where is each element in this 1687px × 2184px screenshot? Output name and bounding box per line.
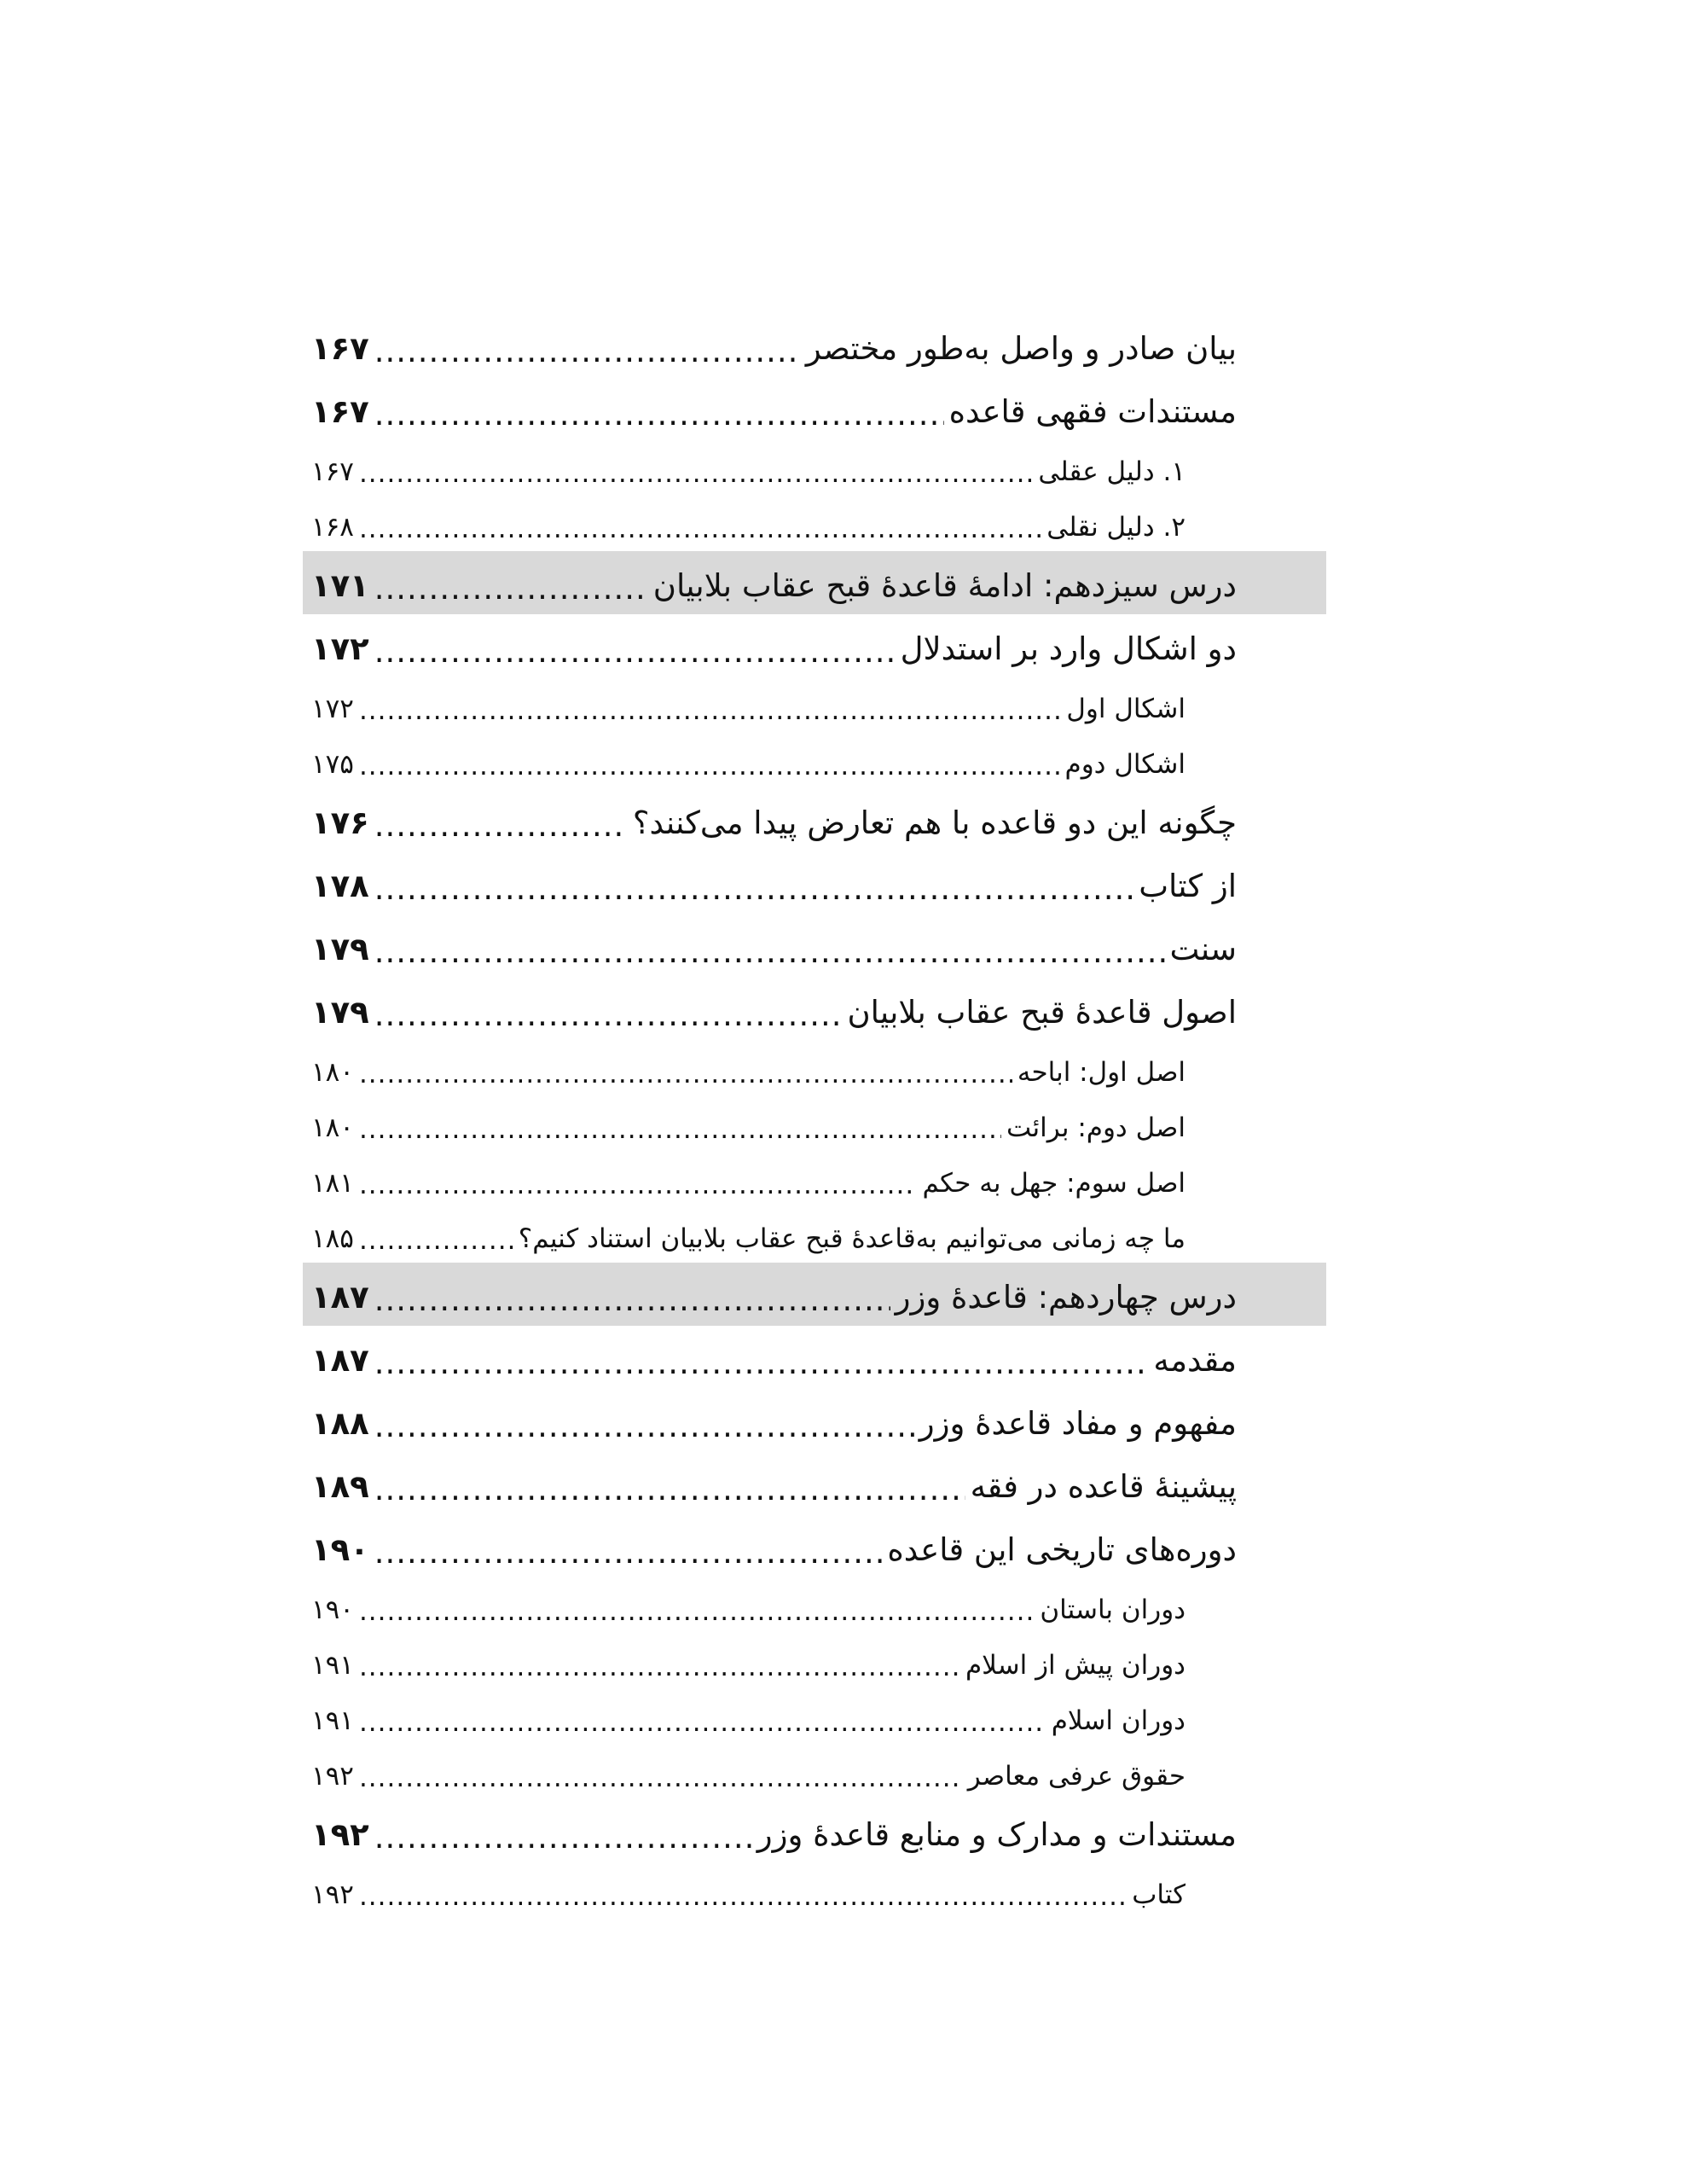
dot-leader: [374, 1347, 1149, 1379]
dot-leader: [374, 1536, 883, 1568]
toc-entry-title: بیان صادر و واصل به‌طور مختصر: [805, 330, 1237, 367]
toc-subentry[interactable]: [303, 440, 1326, 496]
toc-entry-page: ۱۷۲: [311, 630, 369, 667]
toc-entry[interactable]: [303, 614, 1326, 677]
toc-entry-title: دو اشکال وارد بر استدلال: [900, 630, 1237, 667]
dot-leader: [374, 999, 843, 1031]
toc-subentry[interactable]: [303, 1689, 1326, 1745]
toc-entry[interactable]: [303, 1515, 1326, 1578]
dot-leader: [374, 335, 801, 367]
toc-entry-page: ۱۶۷: [311, 393, 369, 430]
dot-leader: [359, 516, 1041, 543]
toc-entry-page: ۱۶۷: [311, 330, 369, 367]
toc-entry[interactable]: [303, 978, 1326, 1041]
toc-entry-page: ۱۹۲: [311, 1761, 354, 1792]
toc-entry-page: ۱۸۰: [311, 1112, 354, 1143]
toc-subentry[interactable]: [303, 1207, 1326, 1263]
toc-entry-title: پیشینهٔ قاعده در فقه: [970, 1468, 1237, 1505]
toc-entry-title: ۲. دلیل نقلی: [1046, 512, 1186, 543]
dot-leader: [359, 1654, 960, 1681]
toc-entry-page: ۱۷۹: [311, 994, 369, 1031]
toc-entry-page: ۱۸۵: [311, 1223, 354, 1254]
toc-entry-page: ۱۹۲: [311, 1816, 369, 1853]
toc-entry-title: مستندات و مدارک و منابع قاعدهٔ وزر: [757, 1816, 1237, 1853]
dot-leader: [359, 1172, 918, 1199]
toc-entry-title: اصل سوم: جهل به حکم: [922, 1168, 1186, 1199]
toc-entry-title: اصول قاعدهٔ قبح عقاب بلابیان: [847, 994, 1237, 1031]
toc-subentry[interactable]: [303, 1745, 1326, 1800]
toc-entry-title: از کتاب: [1139, 868, 1237, 904]
toc-subentry[interactable]: [303, 733, 1326, 788]
toc-subentry[interactable]: [303, 1096, 1326, 1152]
dot-leader: [359, 461, 1033, 487]
toc-entry-title: چگونه این دو قاعده با هم تعارض پیدا می‌کنند؟: [632, 804, 1237, 841]
toc-subentry[interactable]: [303, 1152, 1326, 1207]
toc-entry-page: ۱۶۷: [311, 456, 354, 487]
toc-subentry[interactable]: [303, 496, 1326, 551]
toc-entry-title: اشکال اول: [1066, 694, 1186, 724]
dot-leader: [359, 1765, 963, 1792]
toc-entry[interactable]: [303, 1389, 1326, 1452]
toc-entry-title: حقوق عرفی معاصر: [967, 1761, 1186, 1792]
toc-entry-title: درس چهاردهم: قاعدهٔ وزر: [895, 1279, 1237, 1316]
toc-entry-page: ۱۸۸: [311, 1405, 369, 1442]
toc-entry-page: ۱۸۷: [311, 1342, 369, 1379]
toc-entry-page: ۱۹۱: [311, 1650, 354, 1681]
dot-leader: [374, 1410, 914, 1442]
toc-entry-page: ۱۷۸: [311, 868, 369, 904]
table-of-contents: [303, 314, 1326, 1919]
toc-entry[interactable]: [303, 915, 1326, 978]
toc-entry-page: ۱۷۱: [311, 567, 369, 604]
toc-entry-page: ۱۷۹: [311, 931, 369, 967]
toc-entry-title: دوران باستان: [1040, 1594, 1186, 1625]
toc-entry-title: دوران اسلام: [1051, 1705, 1186, 1736]
dot-leader: [359, 1061, 1012, 1088]
toc-entry-page: ۱۷۵: [311, 749, 354, 780]
toc-entry-title: ما چه زمانی می‌توانیم به‌قاعدهٔ قبح عقاب بلابیان استناد کنیم؟: [518, 1223, 1186, 1254]
toc-entry-title: درس سیزدهم: ادامهٔ قاعدهٔ قبح عقاب بلابیان: [652, 567, 1237, 604]
toc-entry-page: ۱۸۷: [311, 1279, 369, 1316]
toc-entry-title: مقدمه: [1153, 1342, 1237, 1379]
toc-entry-page: ۱۹۱: [311, 1705, 354, 1736]
toc-entry-title: ۱. دلیل عقلی: [1038, 456, 1186, 487]
toc-entry-page: ۱۷۶: [311, 804, 369, 841]
dot-leader: [374, 572, 648, 604]
toc-entry-title: اصل دوم: برائت: [1006, 1112, 1186, 1143]
toc-subentry[interactable]: [303, 1578, 1326, 1634]
toc-entry-title: دوران پیش از اسلام: [965, 1650, 1186, 1681]
toc-entry-page: ۱۸۹: [311, 1468, 369, 1505]
dot-leader: [374, 1284, 890, 1316]
dot-leader: [359, 1599, 1035, 1625]
dot-leader: [374, 873, 1133, 904]
toc-entry-title: کتاب: [1132, 1879, 1186, 1910]
dot-leader: [359, 1117, 1001, 1143]
toc-entry[interactable]: [303, 314, 1326, 377]
toc-entry-title: مستندات فقهی قاعده: [948, 393, 1237, 430]
toc-entry[interactable]: [303, 1452, 1326, 1515]
dot-leader: [359, 1884, 1127, 1910]
toc-entry-page: ۱۹۲: [311, 1879, 354, 1910]
toc-entry[interactable]: [303, 1800, 1326, 1863]
toc-subentry[interactable]: [303, 1634, 1326, 1689]
dot-leader: [359, 1228, 513, 1254]
dot-leader: [374, 1821, 752, 1853]
toc-entry-page: ۱۸۱: [311, 1168, 354, 1199]
toc-entry-page: ۱۹۰: [311, 1531, 369, 1568]
toc-entry-title: اصل اول: اباحه: [1017, 1057, 1186, 1088]
toc-entry-title: اشکال دوم: [1064, 749, 1186, 780]
dot-leader: [374, 810, 628, 841]
toc-entry-page: ۱۹۰: [311, 1594, 354, 1625]
dot-leader: [374, 636, 896, 667]
toc-entry-title: سنت: [1169, 931, 1237, 967]
toc-chapter-heading[interactable]: [303, 1263, 1326, 1326]
toc-entry-page: ۱۷۲: [311, 694, 354, 724]
dot-leader: [374, 1473, 965, 1505]
toc-entry[interactable]: [303, 377, 1326, 440]
dot-leader: [374, 936, 1165, 967]
dot-leader: [359, 1710, 1046, 1736]
toc-entry[interactable]: [303, 1326, 1326, 1389]
dot-leader: [374, 398, 944, 430]
toc-entry-title: دوره‌های تاریخی این قاعده: [887, 1531, 1237, 1568]
toc-entry[interactable]: [303, 851, 1326, 915]
dot-leader: [359, 698, 1061, 724]
toc-entry[interactable]: [303, 788, 1326, 851]
toc-subentry[interactable]: [303, 1041, 1326, 1096]
toc-entry-title: مفهوم و مفاد قاعدهٔ وزر: [919, 1405, 1237, 1442]
toc-subentry[interactable]: [303, 677, 1326, 733]
dot-leader: [359, 753, 1060, 780]
toc-chapter-heading[interactable]: [303, 551, 1326, 614]
toc-entry-page: ۱۶۸: [311, 512, 354, 543]
toc-entry-page: ۱۸۰: [311, 1057, 354, 1088]
toc-subentry[interactable]: [303, 1863, 1326, 1919]
